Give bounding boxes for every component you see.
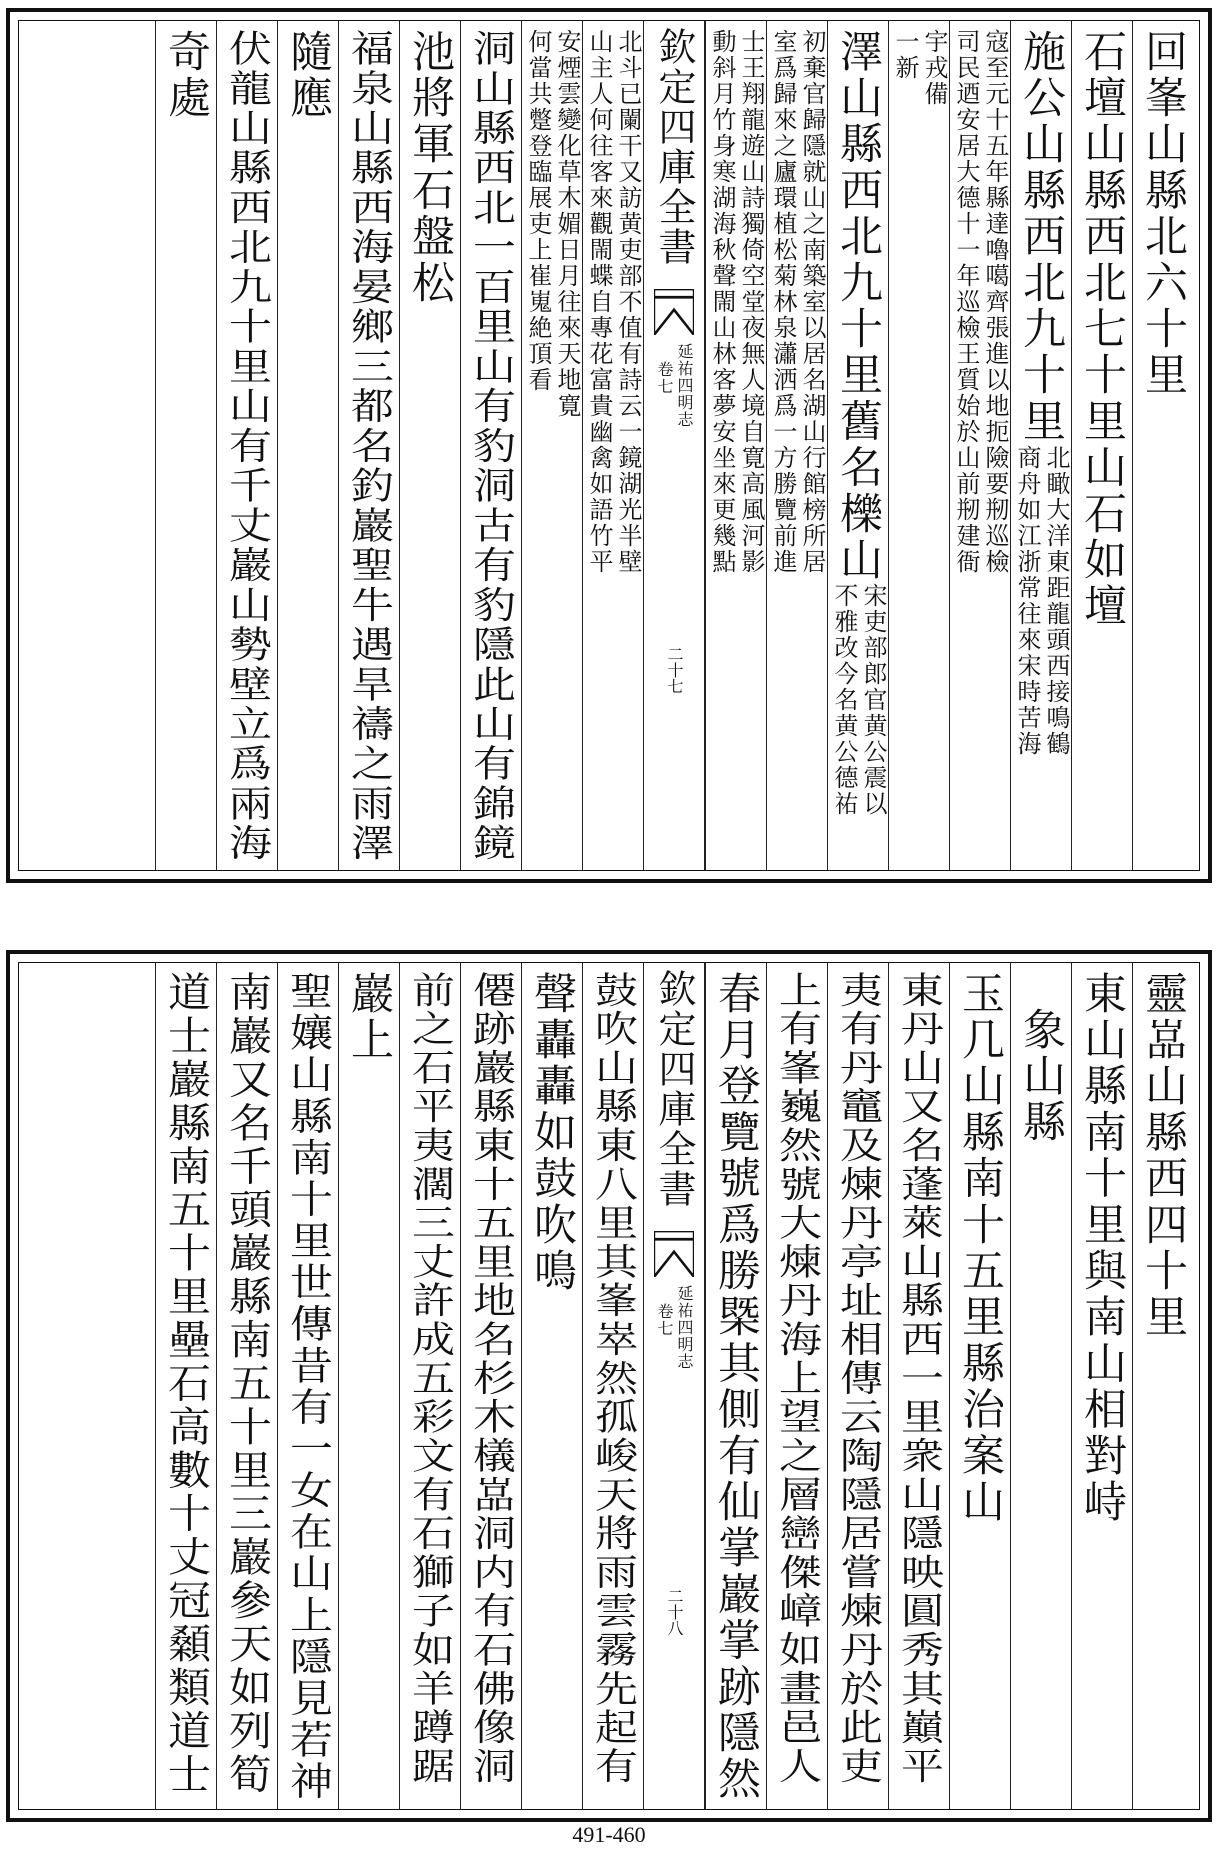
annotation-line: 動斜月竹身寒湖海秋聲閙山林客夢安坐來更幾點 bbox=[708, 29, 736, 575]
column-text: 東山縣南十里與南山相對峙 bbox=[1077, 971, 1127, 1526]
text-column bbox=[1010, 963, 1071, 1809]
top-folio-frame bbox=[18, 20, 1200, 871]
column-text: 南巖又名千頭巖縣南五十里三巖參天如列筍 bbox=[222, 971, 272, 1797]
text-column bbox=[1071, 963, 1132, 1809]
source-title: 延祐四明志 bbox=[675, 1285, 694, 1370]
annotation-line: 室爲歸來之廬環植松菊林泉瀟洒爲一方勝覽前進 bbox=[769, 29, 797, 575]
column-text: 東丹山又名蓬萊山縣西一里衆山隱映圓秀其巔平 bbox=[894, 971, 944, 1786]
text-column bbox=[888, 21, 949, 870]
annotation-line: 何當共蹩登臨展吏上崔嵬絶頂看 bbox=[524, 29, 552, 393]
column-text: 隨應 bbox=[283, 29, 333, 122]
column-text: 福泉山縣西海晏鄉三都名釣巖聖牛遇旱禱之雨澤 bbox=[344, 29, 394, 864]
column-text: 聖孃山縣南十里世傳昔有一女在山上隱見若神 bbox=[283, 971, 333, 1803]
column-text: 奇處 bbox=[161, 29, 211, 122]
column-text: 夷有丹竈及煉丹亭址相傳云陶隱居嘗煉丹於此吏 bbox=[833, 971, 883, 1786]
book-title: 欽定四庫全書 bbox=[652, 27, 696, 267]
column-text: 靈嵓山縣西四十里 bbox=[1138, 971, 1188, 1341]
text-column bbox=[949, 963, 1010, 1809]
fish-tail-upper-icon bbox=[654, 289, 694, 335]
annotation-line: 宋吏部郎官黄公震以 bbox=[859, 583, 887, 818]
text-column bbox=[1132, 21, 1193, 870]
source-title: 延祐四明志 bbox=[675, 343, 694, 428]
chapter-info bbox=[644, 1285, 704, 1370]
column-text: 伏龍山縣西北九十里山有千丈巖山勢壁立爲兩海 bbox=[222, 29, 272, 864]
annotation-line: 不雅改今名黄公德祐 bbox=[830, 583, 858, 818]
center-column bbox=[643, 963, 705, 1809]
annotation-line: 安煙雲變化草木媚日月往來天地寛 bbox=[553, 29, 581, 419]
text-column bbox=[216, 963, 277, 1809]
fish-tail-upper-icon bbox=[654, 1231, 694, 1277]
text-column bbox=[399, 963, 460, 1809]
text-column bbox=[705, 963, 766, 1809]
text-column bbox=[1010, 21, 1071, 870]
text-column bbox=[582, 963, 643, 1809]
text-column bbox=[827, 21, 888, 870]
annotation-line: 寇至元十五年縣達嚕噶齊張進以地扼險要剏巡檢 bbox=[981, 29, 1009, 575]
annotation-line: 商舟如江浙常往來宋時苦海 bbox=[1013, 444, 1041, 757]
text-column bbox=[766, 21, 827, 870]
column-text: 玉几山縣南十五里縣治案山 bbox=[955, 971, 1005, 1526]
column-text: 上有峯巍然號大煉丹海上望之層巒傑嶂如畫邑人 bbox=[772, 971, 822, 1786]
column-text: 僊跡巖縣東十五里地名杉木檥嵓洞内有石佛像洞 bbox=[466, 971, 516, 1786]
column-text: 回峯山縣北六十里 bbox=[1138, 29, 1188, 399]
column-text: 鼓吹山縣東八里其峯崒然孤峻天將雨雲霧先起有 bbox=[588, 971, 638, 1786]
annotation-line: 初棄官歸隱就山之南築室以居名湖山行館榜所居 bbox=[798, 29, 826, 575]
column-text: 澤山縣西北九十里舊名櫟山 bbox=[833, 29, 883, 584]
text-column bbox=[827, 963, 888, 1809]
chapter-info bbox=[644, 343, 704, 428]
text-column bbox=[460, 963, 521, 1809]
text-column bbox=[1132, 963, 1193, 1809]
text-column bbox=[949, 21, 1010, 870]
annotation-line: 北瞰大洋東距龍頭西接鳴鶴 bbox=[1042, 444, 1070, 757]
annotation-line: 宇戎備 bbox=[920, 29, 948, 107]
book-title: 欽定四庫全書 bbox=[652, 969, 696, 1209]
text-column bbox=[216, 21, 277, 870]
column-text: 聲轟轟如鼓吹鳴 bbox=[527, 971, 577, 1295]
text-column bbox=[582, 21, 643, 870]
annotation-line: 山主人何往客來觀閙蝶自專花富貴幽禽如語竹平 bbox=[585, 29, 613, 575]
text-column bbox=[399, 21, 460, 870]
text-column bbox=[155, 21, 216, 870]
center-column bbox=[643, 21, 705, 870]
chapter-label: 卷七 bbox=[655, 361, 674, 395]
column-text: 春月登覽號爲勝槩其側有仙掌巖掌跡隱然 bbox=[711, 971, 761, 1803]
column-text: 道士巖縣南五十里壘石高數十丈冠顙類道士 bbox=[161, 971, 211, 1797]
bottom-folio-frame bbox=[18, 962, 1200, 1810]
text-column bbox=[338, 21, 399, 870]
text-column bbox=[155, 963, 216, 1809]
text-column bbox=[521, 963, 582, 1809]
column-text: 洞山縣西北一百里山有豹洞古有豹隱此山有錦鏡 bbox=[466, 29, 516, 864]
column-text: 施公山縣西北九十里 bbox=[1016, 29, 1066, 445]
top-folio bbox=[6, 8, 1212, 883]
annotation-line: 一新 bbox=[891, 29, 919, 81]
page-number: 二十七 bbox=[665, 646, 684, 694]
text-column bbox=[521, 21, 582, 870]
annotation-line: 士王翔龍遊山詩獨倚空堂夜無人境自寛高風河影 bbox=[737, 29, 765, 575]
column-text: 池將軍石盤松 bbox=[405, 29, 455, 307]
text-column bbox=[888, 963, 949, 1809]
text-column bbox=[766, 963, 827, 1809]
text-column bbox=[460, 21, 521, 870]
text-column bbox=[338, 963, 399, 1809]
column-text: 石壇山縣西北七十里山石如壇 bbox=[1077, 29, 1127, 630]
bottom-folio bbox=[6, 950, 1212, 1822]
text-column bbox=[277, 963, 338, 1809]
chapter-label: 卷七 bbox=[655, 1303, 674, 1337]
text-column bbox=[705, 21, 766, 870]
column-text: 巖上 bbox=[344, 971, 394, 1064]
page-code: 491-460 bbox=[572, 1822, 646, 1847]
page-number: 二十八 bbox=[665, 1588, 684, 1636]
column-text: 前之石平夷濶三丈許成五彩文有石獅子如羊蹲踞 bbox=[405, 971, 455, 1786]
text-column bbox=[1071, 21, 1132, 870]
text-column bbox=[277, 21, 338, 870]
annotation-line: 北斗已闌干又訪黄吏部不值有詩云一鏡湖光半壁 bbox=[614, 29, 642, 575]
column-text: 象山縣 bbox=[1016, 1007, 1066, 1146]
annotation-line: 司民迺安居大德十一年巡檢王質始於山前剏建衙 bbox=[952, 29, 980, 575]
